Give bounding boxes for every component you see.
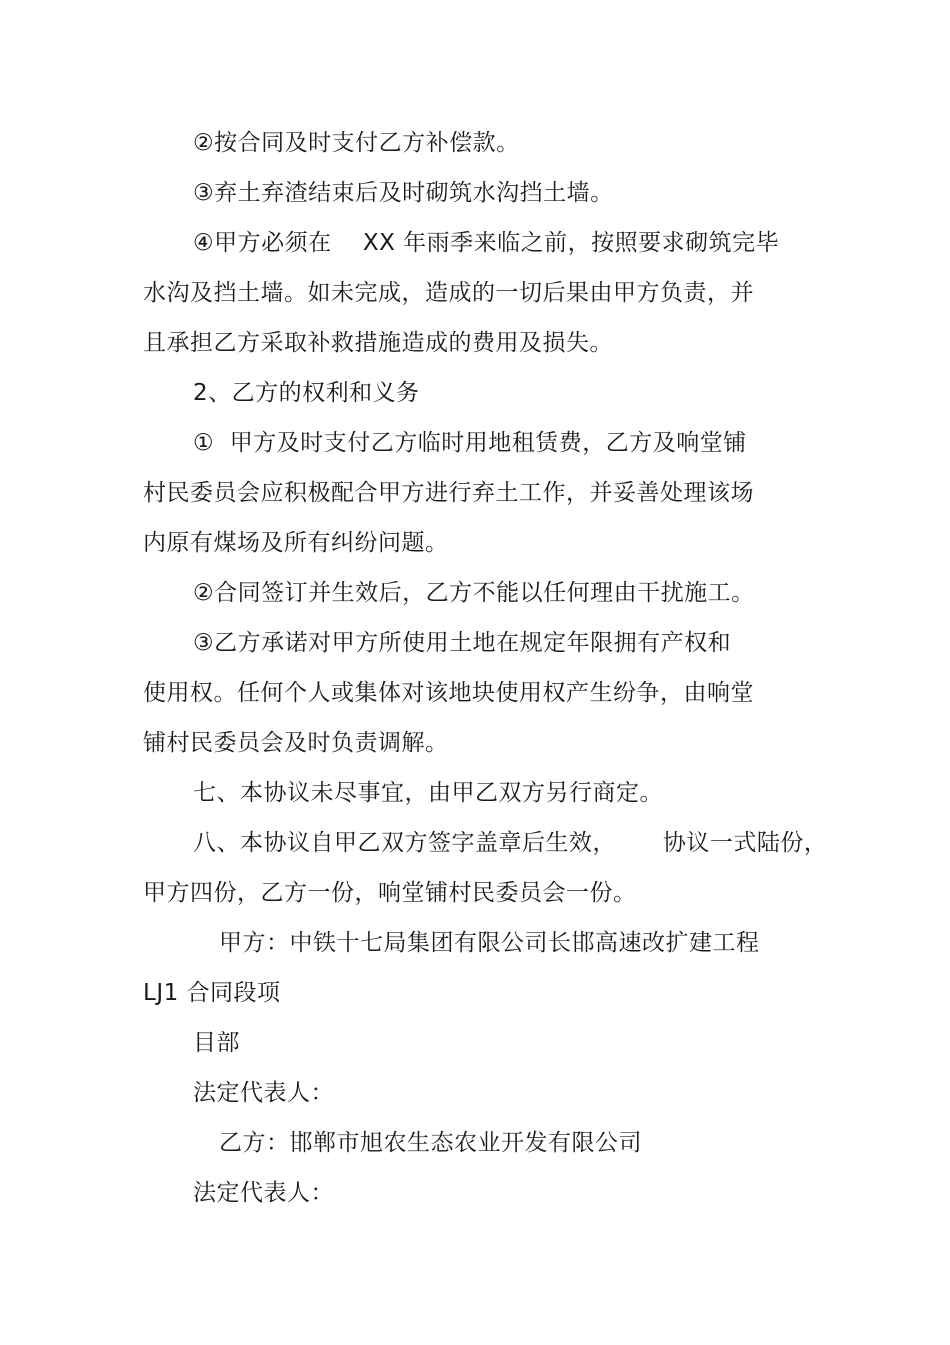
article-eight-line1: 八、本协议自甲乙双方签字盖章后生效， 协议一式陆份， [193,830,828,856]
party-a-name-line2: LJ1 合同段项 [143,980,281,1006]
party-b-name: 乙方：邯郸市旭农生态农业开发有限公司 [219,1130,642,1156]
clause-a2: ②按合同及时支付乙方补偿款。 [193,130,520,156]
clause-b1-line3: 内原有煤场及所有纠纷问题。 [143,530,449,556]
party-a-name-line1: 甲方：中铁十七局集团有限公司长邯高速改扩建工程 [219,930,760,956]
clause-a3: ③弃土弃渣结束后及时砌筑水沟挡土墙。 [193,180,614,206]
clause-b1-line2: 村民委员会应积极配合甲方进行弃土工作，并妥善处理该场 [143,480,754,506]
party-a-legal-rep: 法定代表人： [193,1080,334,1106]
article-seven: 七、本协议未尽事宜，由甲乙双方另行商定。 [193,780,663,806]
clause-b2: ②合同签订并生效后，乙方不能以任何理由干扰施工。 [193,580,755,606]
clause-a4-line1: ④甲方必须在 XX 年雨季来临之前，按照要求砌筑完毕 [193,230,780,256]
clause-b3-line2: 使用权。任何个人或集体对该地块使用权产生纷争，由响堂 [143,680,754,706]
clause-b3-line1: ③乙方承诺对甲方所使用土地在规定年限拥有产权和 [193,630,732,656]
clause-b3-line3: 铺村民委员会及时负责调解。 [143,730,449,756]
clause-b1-line1: ① 甲方及时支付乙方临时用地租赁费，乙方及响堂铺 [193,430,747,456]
party-b-legal-rep: 法定代表人： [193,1180,334,1206]
clause-a4-line3: 且承担乙方采取补救措施造成的费用及损失。 [143,330,613,356]
article-eight-line2: 甲方四份，乙方一份，响堂铺村民委员会一份。 [143,880,637,906]
section-heading-party-b: 2、乙方的权利和义务 [193,380,420,406]
clause-a4-line2: 水沟及挡土墙。如未完成，造成的一切后果由甲方负责，并 [143,280,754,306]
party-a-name-line3: 目部 [193,1030,240,1056]
